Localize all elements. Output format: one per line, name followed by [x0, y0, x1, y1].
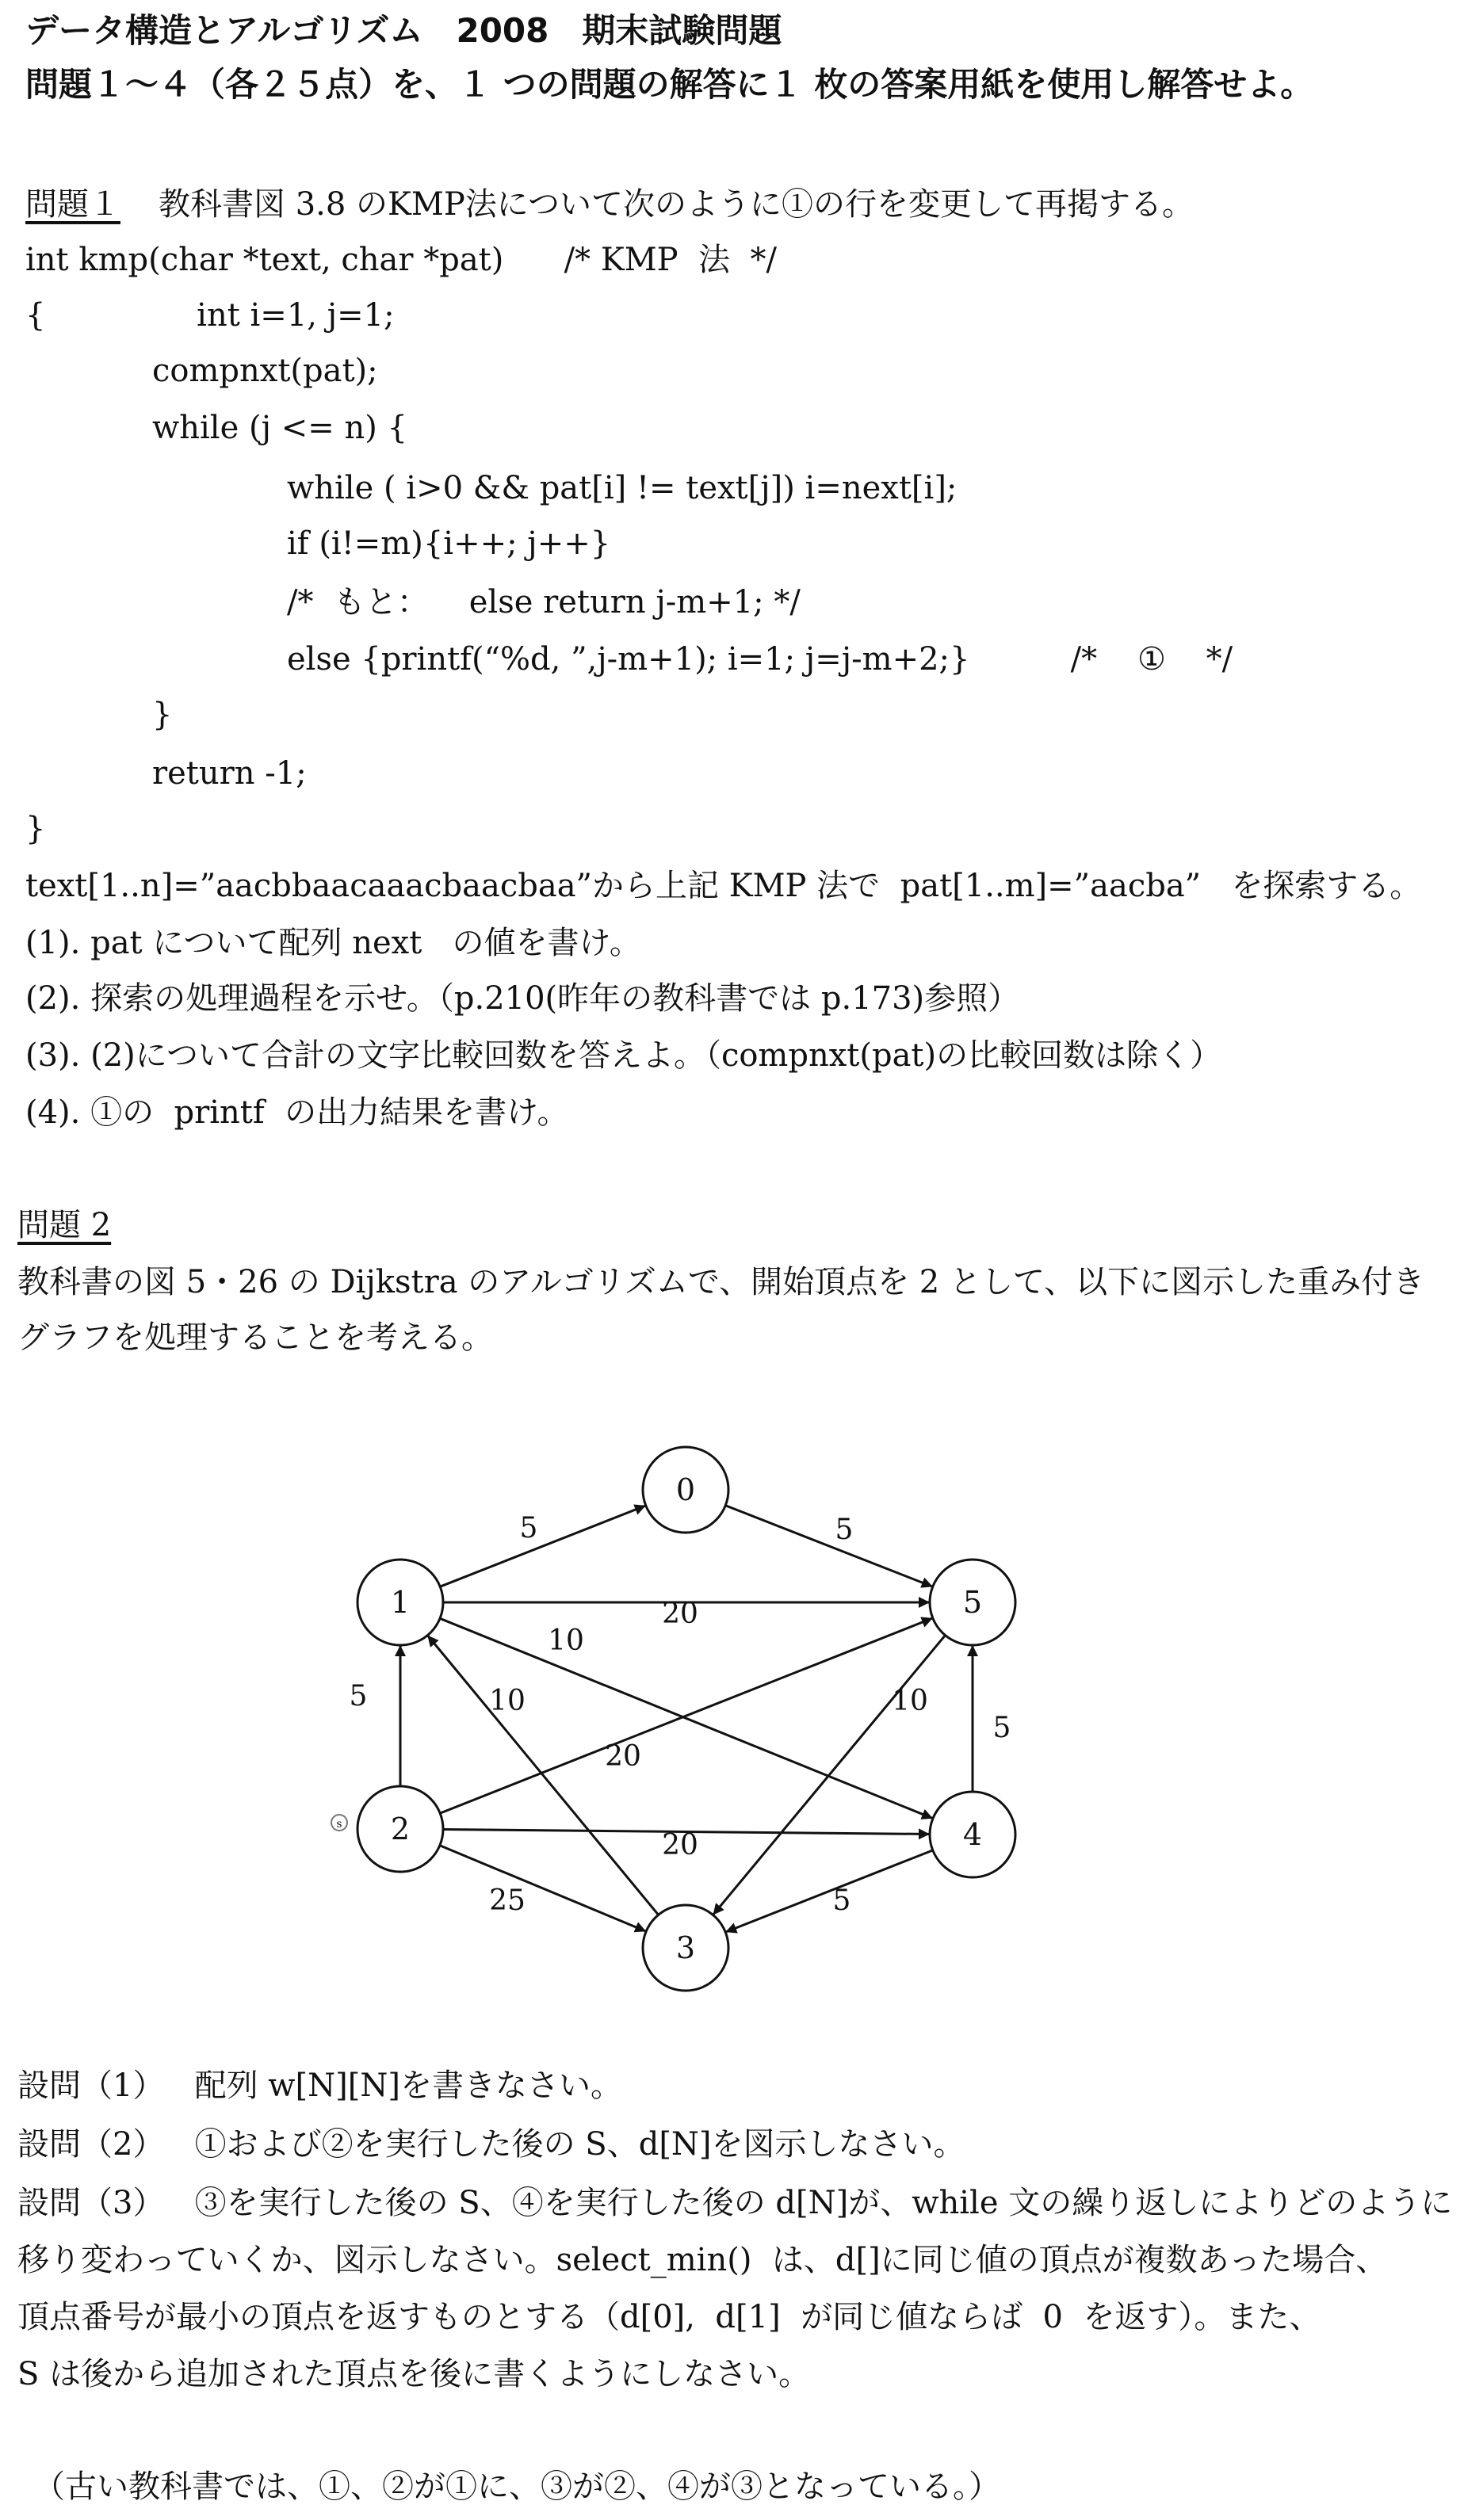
graph-node-label: 3 [675, 1930, 696, 1965]
edge-5-3 [713, 1636, 945, 1915]
graph-node-label: 1 [390, 1585, 411, 1620]
problem2-label: 問題 2 [17, 1207, 112, 1243]
problem1-label: 問題１ [25, 186, 120, 223]
edge-weight-label: 20 [662, 1829, 698, 1861]
edge-3-1 [427, 1636, 658, 1915]
code-line: int kmp(char *text, char *pat) /* KMP 法 */ [25, 242, 777, 278]
problem1-statement: text[1..n]=”aacbbaacaaacbaacbaa”から上記 KMP 法で pat[1..m]=”aacba” を探索する。 [25, 868, 1422, 904]
edge-weight-label: 5 [832, 1884, 851, 1917]
edge-weight-label: 20 [605, 1740, 641, 1773]
problem2-subquestion: 設問（2） ①および②を実行した後の S、d[N]を図示しなさい。 [17, 2126, 965, 2163]
problem2-intro: グラフを処理することを考える。 [17, 1319, 493, 1356]
graph-node-label: 2 [390, 1812, 411, 1846]
exam-instructions: 問題１～４（各２５点）を、１ つの問題の解答に１ 枚の答案用紙を使用し解答せよ。 [25, 65, 1314, 104]
edge-weight-label: 10 [892, 1685, 928, 1717]
graph-node-label: 0 [675, 1472, 696, 1507]
graph-node-label: 4 [962, 1817, 983, 1852]
problem1-question: (2). 探索の処理過程を示せ。（p.210(昨年の教科書では p.173)参照） [25, 980, 1020, 1017]
edge-0-5 [725, 1506, 932, 1587]
problem1-intro: 教科書図 3.8 のKMP法について次のように①の行を変更して再掲する。 [159, 186, 1194, 223]
edge-weight-label: 10 [548, 1625, 584, 1657]
edge-weight-label: 5 [519, 1512, 538, 1544]
code-line: else {printf(“%d, ”,j-m+1); i=1; j=j-m+2;} /* ① */ [287, 641, 1233, 678]
edge-weight-label: 5 [992, 1712, 1011, 1744]
problem2-subquestion: 頂点番号が最小の頂点を返すものとする（d[0], d[1] が同じ値ならば 0 を返す）。また、 [17, 2299, 1321, 2335]
problem2-subquestion: 設問（1） 配列 w[N][N]を書きなさい。 [17, 2068, 622, 2104]
problem2-subquestion: 移り変わっていくか、図示しなさい。select_min() は、d[]に同じ値の頂点が複数あった場合、 [17, 2242, 1388, 2278]
code-line: { int i=1, j=1; [25, 297, 395, 334]
code-line: /* もと： else return j-m+1; */ [287, 584, 801, 620]
edge-weight-label: 20 [662, 1598, 698, 1630]
problem2-intro: 教科書の図 5・26 の Dijkstra のアルゴリズムで、開始頂点を 2 として、以下に図示した重み付き [17, 1264, 1425, 1300]
code-line: compnxt(pat); [152, 353, 378, 389]
edge-weight-label: 5 [835, 1514, 854, 1546]
edge-weight-label: 25 [489, 1884, 526, 1917]
exam-title: データ構造とアルゴリズム 2008 期末試験問題 [25, 11, 782, 50]
edge-2-3 [440, 1846, 646, 1931]
code-line: while ( i>0 && pat[i] != text[j]) i=next[i]; [287, 470, 958, 506]
problem2-note: （古い教科書では、①、②が①に、③が②、④が③となっている。） [33, 2468, 1000, 2505]
problem2-subquestion: 設問（3） ③を実行した後の S、④を実行した後の d[N]が、while 文の繰り返しによりどのように [17, 2185, 1453, 2221]
edge-weight-label: 10 [489, 1685, 526, 1717]
code-line: } [152, 697, 173, 733]
edge-weight-label: 5 [349, 1680, 368, 1712]
code-line: } [25, 811, 46, 847]
start-vertex-mark [331, 1815, 347, 1831]
code-line: if (i!=m){i++; j++} [287, 525, 611, 562]
start-mark-label: s [336, 1818, 342, 1831]
code-line: return -1; [152, 755, 307, 792]
problem1-question: (3). (2)について合計の文字比較回数を答えよ。（compnxt(pat)の比較回数は除く） [25, 1037, 1222, 1074]
problem1-question: (4). ①の printf の出力結果を書け。 [25, 1094, 569, 1131]
problem1-question: (1). pat について配列 next の値を書け。 [25, 925, 641, 961]
code-line: while (j <= n) { [152, 410, 407, 446]
graph-node-label: 5 [962, 1585, 983, 1620]
problem2-subquestion: S は後から追加された頂点を後に書くようにしなさい。 [17, 2356, 811, 2392]
edge-1-0 [440, 1506, 646, 1586]
